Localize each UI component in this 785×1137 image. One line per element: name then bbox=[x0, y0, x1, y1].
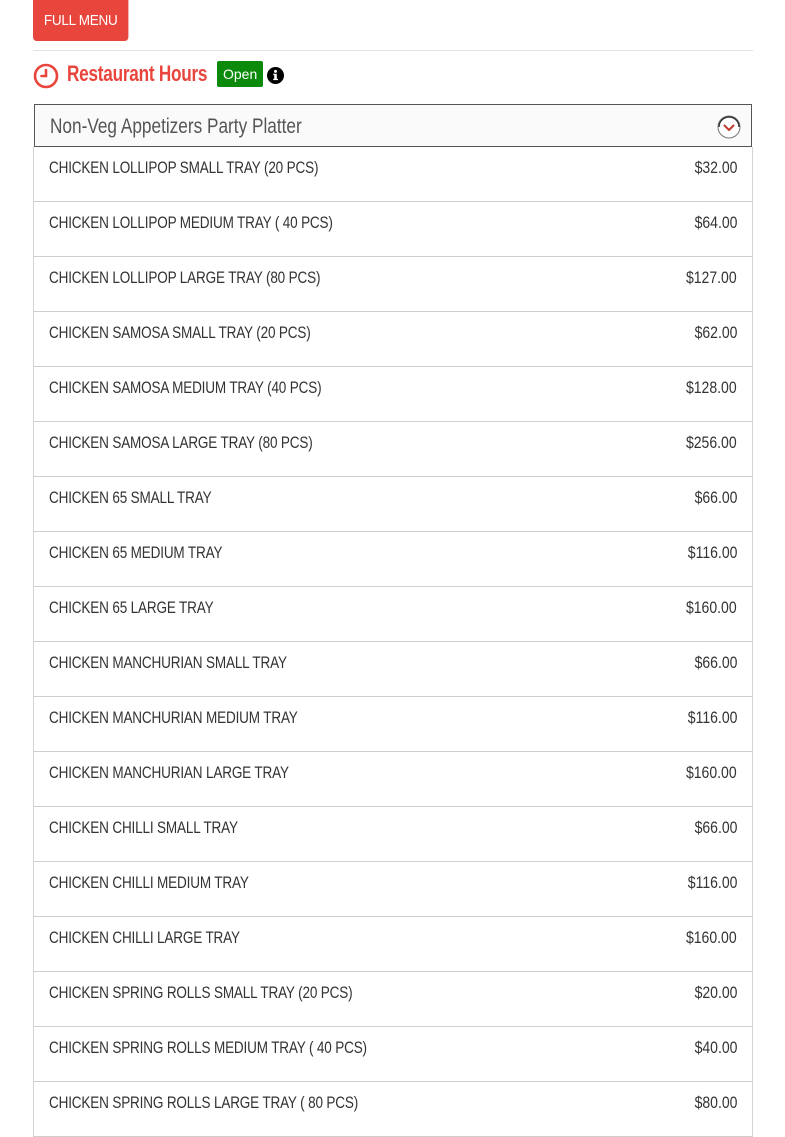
menu-item-price: $116.00 bbox=[687, 874, 737, 892]
menu-item-row[interactable] bbox=[33, 697, 753, 752]
menu-item-list bbox=[33, 147, 753, 1137]
menu-item-price: $32.00 bbox=[694, 159, 737, 177]
menu-item-price: $128.00 bbox=[686, 379, 737, 397]
menu-item-row[interactable] bbox=[33, 202, 753, 257]
menu-item-row[interactable] bbox=[33, 477, 753, 532]
menu-item-row[interactable] bbox=[33, 587, 753, 642]
full-menu-button[interactable]: FULL MENU bbox=[33, 0, 128, 41]
menu-item-name: CHICKEN LOLLIPOP SMALL TRAY (20 PCS) bbox=[49, 159, 319, 177]
menu-item-name: CHICKEN SAMOSA LARGE TRAY (80 PCS) bbox=[49, 434, 313, 452]
menu-item-row[interactable] bbox=[33, 257, 753, 312]
menu-item-price: $66.00 bbox=[694, 489, 737, 507]
menu-item-name: CHICKEN LOLLIPOP LARGE TRAY (80 PCS) bbox=[49, 269, 321, 287]
chevron-down-icon bbox=[717, 115, 741, 139]
menu-item-price: $66.00 bbox=[694, 819, 737, 837]
menu-item-price: $64.00 bbox=[694, 214, 737, 232]
menu-item-row[interactable] bbox=[33, 1082, 753, 1137]
menu-item-name: CHICKEN MANCHURIAN LARGE TRAY bbox=[49, 764, 289, 782]
menu-item-name: CHICKEN MANCHURIAN MEDIUM TRAY bbox=[49, 709, 298, 727]
menu-item-row[interactable] bbox=[33, 917, 753, 972]
menu-item-row[interactable] bbox=[33, 642, 753, 697]
menu-item-name: CHICKEN SAMOSA MEDIUM TRAY (40 PCS) bbox=[49, 379, 322, 397]
menu-item-name: CHICKEN SPRING ROLLS LARGE TRAY ( 80 PCS) bbox=[49, 1094, 359, 1112]
info-icon[interactable] bbox=[267, 67, 284, 84]
menu-item-name: CHICKEN CHILLI SMALL TRAY bbox=[49, 819, 238, 837]
clock-icon bbox=[33, 63, 59, 89]
menu-item-price: $66.00 bbox=[694, 654, 737, 672]
menu-item-name: CHICKEN 65 MEDIUM TRAY bbox=[49, 544, 223, 562]
menu-item-name: CHICKEN 65 LARGE TRAY bbox=[49, 599, 214, 617]
menu-item-price: $40.00 bbox=[694, 1039, 737, 1057]
menu-item-price: $160.00 bbox=[686, 764, 737, 782]
category-dropdown[interactable] bbox=[34, 104, 752, 147]
menu-item-name: CHICKEN SPRING ROLLS MEDIUM TRAY ( 40 PCS) bbox=[49, 1039, 367, 1057]
menu-item-row[interactable] bbox=[33, 532, 753, 587]
restaurant-hours-row bbox=[33, 58, 753, 92]
menu-item-row[interactable] bbox=[33, 147, 753, 202]
menu-item-row[interactable] bbox=[33, 972, 753, 1027]
menu-item-price: $62.00 bbox=[694, 324, 737, 342]
menu-item-price: $116.00 bbox=[687, 709, 737, 727]
menu-item-row[interactable] bbox=[33, 367, 753, 422]
menu-item-price: $116.00 bbox=[687, 544, 737, 562]
menu-item-row[interactable] bbox=[33, 422, 753, 477]
menu-item-name: CHICKEN SPRING ROLLS SMALL TRAY (20 PCS) bbox=[49, 984, 353, 1002]
menu-item-price: $80.00 bbox=[694, 1094, 737, 1112]
menu-item-row[interactable] bbox=[33, 1027, 753, 1082]
menu-item-name: CHICKEN 65 SMALL TRAY bbox=[49, 489, 212, 507]
menu-item-price: $160.00 bbox=[686, 599, 737, 617]
menu-item-price: $127.00 bbox=[686, 269, 737, 287]
status-badge: Open bbox=[217, 61, 263, 87]
restaurant-hours-title[interactable]: Restaurant Hours bbox=[67, 61, 208, 86]
menu-item-name: CHICKEN SAMOSA SMALL TRAY (20 PCS) bbox=[49, 324, 311, 342]
category-dropdown-label: Non-Veg Appetizers Party Platter bbox=[50, 115, 302, 138]
menu-item-row[interactable] bbox=[33, 752, 753, 807]
menu-item-name: CHICKEN CHILLI LARGE TRAY bbox=[49, 929, 240, 947]
menu-item-price: $256.00 bbox=[686, 434, 737, 452]
menu-item-name: CHICKEN LOLLIPOP MEDIUM TRAY ( 40 PCS) bbox=[49, 214, 333, 232]
menu-item-price: $20.00 bbox=[694, 984, 737, 1002]
menu-item-row[interactable] bbox=[33, 807, 753, 862]
menu-item-name: CHICKEN MANCHURIAN SMALL TRAY bbox=[49, 654, 287, 672]
menu-item-row[interactable] bbox=[33, 312, 753, 367]
menu-item-name: CHICKEN CHILLI MEDIUM TRAY bbox=[49, 874, 249, 892]
divider bbox=[33, 50, 753, 51]
menu-item-price: $160.00 bbox=[686, 929, 737, 947]
menu-item-row[interactable] bbox=[33, 862, 753, 917]
